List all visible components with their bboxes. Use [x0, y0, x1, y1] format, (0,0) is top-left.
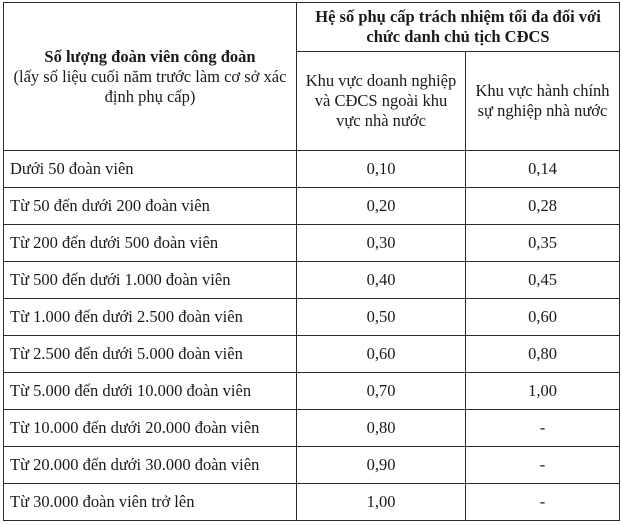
table-row	[4, 188, 620, 225]
row-member-range: Từ 30.000 đoàn viên trở lên	[4, 484, 297, 521]
row-public-coefficient: 0,45	[466, 262, 620, 299]
row-public-coefficient: 0,14	[466, 151, 620, 188]
row-member-range: Từ 500 đến dưới 1.000 đoàn viên	[4, 262, 297, 299]
table-row	[4, 151, 620, 188]
row-member-range: Từ 2.500 đến dưới 5.000 đoàn viên	[4, 336, 297, 373]
row-member-range: Từ 50 đến dưới 200 đoàn viên	[4, 188, 297, 225]
table-row	[4, 447, 620, 484]
row-enterprise-coefficient: 0,80	[297, 410, 466, 447]
table-body	[4, 151, 620, 521]
table-row	[4, 262, 620, 299]
row-public-coefficient: 0,28	[466, 188, 620, 225]
row-enterprise-coefficient: 0,60	[297, 336, 466, 373]
row-enterprise-coefficient: 0,90	[297, 447, 466, 484]
row-enterprise-coefficient: 0,40	[297, 262, 466, 299]
row-enterprise-coefficient: 0,20	[297, 188, 466, 225]
table-row	[4, 336, 620, 373]
allowance-table	[3, 2, 620, 521]
row-public-coefficient: -	[466, 484, 620, 521]
row-enterprise-coefficient: 0,10	[297, 151, 466, 188]
table-row	[4, 299, 620, 336]
table-row	[4, 373, 620, 410]
row-member-range: Từ 5.000 đến dưới 10.000 đoàn viên	[4, 373, 297, 410]
row-member-range: Từ 200 đến dưới 500 đoàn viên	[4, 225, 297, 262]
row-public-coefficient: -	[466, 447, 620, 484]
row-enterprise-coefficient: 0,70	[297, 373, 466, 410]
table-row	[4, 484, 620, 521]
row-enterprise-coefficient: 0,30	[297, 225, 466, 262]
header-enterprise-column: Khu vực doanh nghiệp và CĐCS ngoài khu vực nhà nước	[297, 52, 466, 151]
row-public-coefficient: -	[466, 410, 620, 447]
row-member-range: Từ 1.000 đến dưới 2.500 đoàn viên	[4, 299, 297, 336]
table-row	[4, 410, 620, 447]
row-public-coefficient: 0,80	[466, 336, 620, 373]
header-left-title: Số lượng đoàn viên công đoàn	[44, 46, 256, 66]
row-public-coefficient: 0,35	[466, 225, 620, 262]
row-member-range: Dưới 50 đoàn viên	[4, 151, 297, 188]
row-public-coefficient: 1,00	[466, 373, 620, 410]
row-enterprise-coefficient: 0,50	[297, 299, 466, 336]
header-allowance-group: Hệ số phụ cấp trách nhiệm tối đa đối với chức danh chủ tịch CĐCS	[297, 3, 620, 52]
row-public-coefficient: 0,60	[466, 299, 620, 336]
row-member-range: Từ 20.000 đến dưới 30.000 đoàn viên	[4, 447, 297, 484]
row-member-range: Từ 10.000 đến dưới 20.000 đoàn viên	[4, 410, 297, 447]
row-enterprise-coefficient: 1,00	[297, 484, 466, 521]
table-row	[4, 225, 620, 262]
header-public-column: Khu vực hành chính sự nghiệp nhà nước	[466, 52, 620, 151]
header-union-members	[4, 3, 297, 151]
header-left-note: (lấy số liệu cuối năm trước làm cơ sở xác định phụ cấp)	[13, 66, 287, 106]
